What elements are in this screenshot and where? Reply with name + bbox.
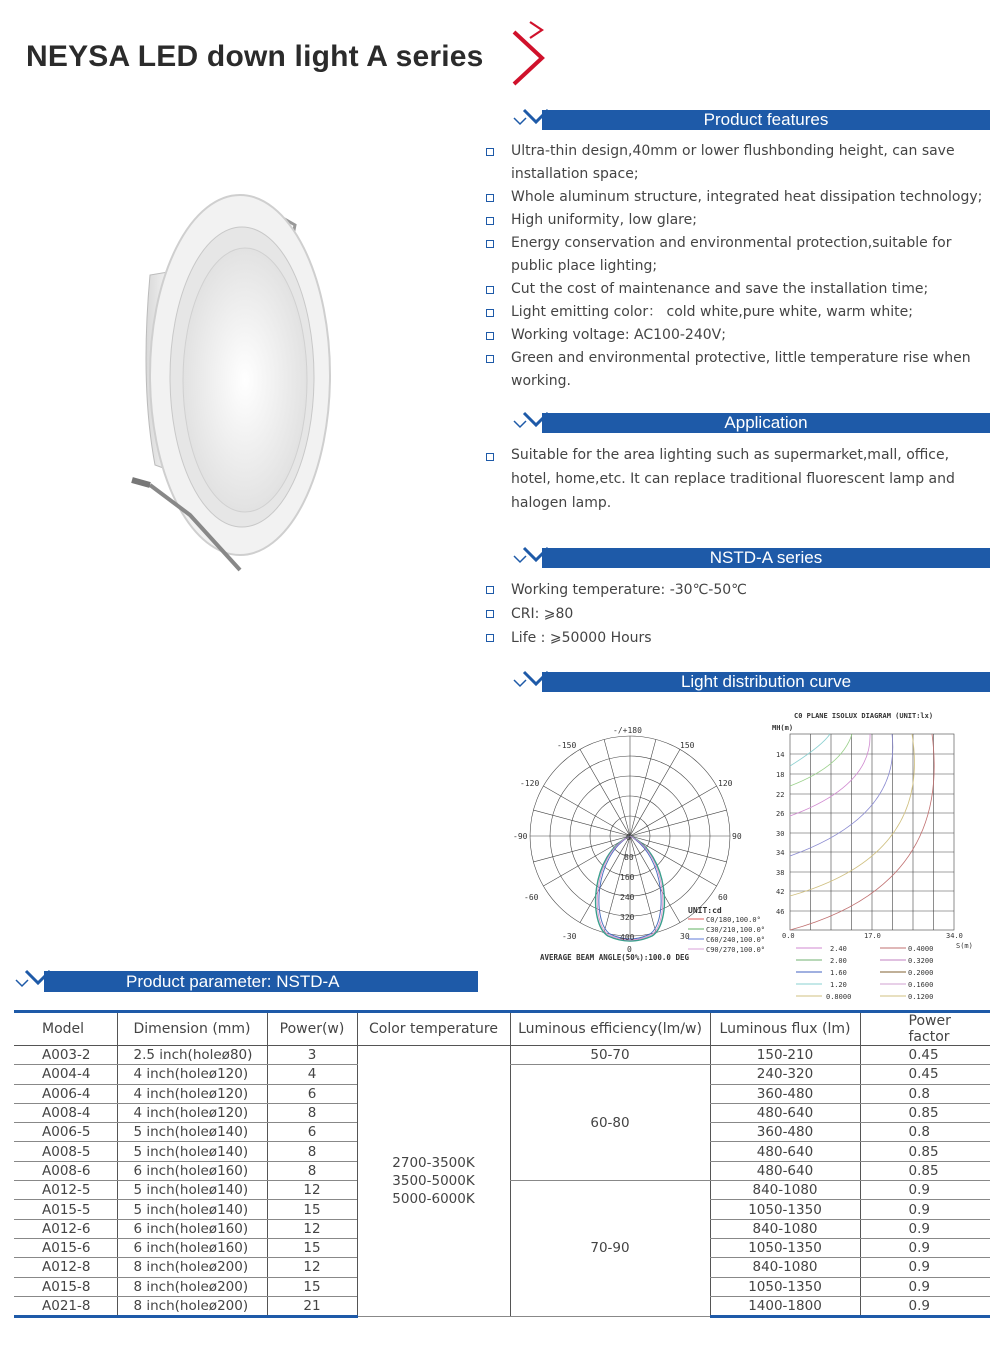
legend-entry: C60/240,100.0°	[706, 936, 766, 944]
list-item: Light emitting color： cold white,pure white, warm white;	[484, 301, 990, 324]
radial-tick: 0	[626, 833, 631, 842]
list-item: High uniformity, low glare;	[484, 209, 990, 232]
radial-tick: 80	[624, 853, 634, 862]
dimension-cell: 5 inch(holeø140)	[117, 1123, 267, 1142]
isolux-diagram	[752, 706, 992, 1006]
power-cell: 15	[267, 1200, 357, 1219]
beam-angle-footer: AVERAGE BEAM ANGLE(50%):100.0 DEG	[540, 953, 690, 962]
efficiency-cell: 60-80	[510, 1065, 710, 1181]
bullet-icon	[486, 332, 494, 340]
legend-entry: C0/180,100.0°	[706, 916, 761, 924]
polar-angle-label: 90	[732, 832, 742, 841]
radial-tick: 240	[620, 893, 635, 902]
legend-entry: 2.00	[830, 957, 847, 965]
features-heading: Product features	[703, 110, 829, 129]
radial-tick: 320	[620, 913, 635, 922]
power-cell: 4	[267, 1065, 357, 1084]
bullet-icon	[486, 217, 494, 225]
dimension-cell: 4 inch(holeø120)	[117, 1084, 267, 1103]
list-item: Whole aluminum structure, integrated heat dissipation technology;	[484, 186, 990, 209]
dimension-cell: 6 inch(holeø160)	[117, 1219, 267, 1238]
polar-angle-label: -/+180	[613, 726, 642, 735]
series-section-header	[512, 546, 990, 568]
y-tick: 26	[776, 810, 785, 818]
column-header: Luminous efficiency(lm/w)	[510, 1012, 710, 1046]
y-tick: 34	[776, 849, 785, 857]
isolux-title: C0 PLANE ISOLUX DIAGRAM (UNIT:lx)	[794, 712, 934, 720]
y-tick: 22	[776, 791, 785, 799]
isolux-y-label: MH(m)	[772, 724, 794, 732]
flux-cell: 1050-1350	[710, 1238, 860, 1257]
power-cell: 6	[267, 1123, 357, 1142]
features-list	[484, 140, 990, 393]
power-factor-cell: 0.9	[860, 1200, 990, 1219]
polar-angle-label: -30	[562, 932, 577, 941]
dimension-cell: 6 inch(holeø160)	[117, 1161, 267, 1180]
bullet-icon	[486, 634, 494, 642]
y-tick: 46	[776, 908, 785, 916]
model-cell: A012-6	[14, 1219, 117, 1238]
power-factor-cell: 0.9	[860, 1277, 990, 1296]
curve-heading: Light distribution curve	[680, 672, 852, 691]
y-tick: 14	[776, 751, 785, 759]
series-heading: NSTD-A series	[709, 548, 823, 567]
x-tick: 0.0	[782, 932, 795, 940]
dimension-cell: 8 inch(holeø200)	[117, 1296, 267, 1316]
power-factor-cell: 0.9	[860, 1219, 990, 1238]
model-cell: A012-5	[14, 1181, 117, 1200]
list-item: Ultra-thin design,40mm or lower flushbonding height, can save installation space;	[484, 140, 990, 186]
radial-tick: 160	[620, 873, 635, 882]
product-image	[110, 185, 430, 595]
bullet-icon	[486, 355, 494, 363]
power-factor-cell: 0.85	[860, 1161, 990, 1180]
x-tick: 17.0	[864, 932, 881, 940]
power-cell: 12	[267, 1258, 357, 1277]
model-cell: A012-8	[14, 1258, 117, 1277]
x-tick: 34.0	[946, 932, 963, 940]
power-cell: 8	[267, 1103, 357, 1122]
model-cell: A015-8	[14, 1277, 117, 1296]
brand-chevron-icon	[508, 18, 558, 88]
power-cell: 6	[267, 1084, 357, 1103]
model-cell: A006-5	[14, 1123, 117, 1142]
flux-cell: 480-640	[710, 1142, 860, 1161]
dimension-cell: 5 inch(holeø140)	[117, 1181, 267, 1200]
flux-cell: 150-210	[710, 1046, 860, 1065]
curve-section-header	[512, 670, 990, 692]
polar-angle-label: -150	[557, 741, 577, 750]
x-axis-label: S(m)	[956, 942, 973, 950]
y-tick: 18	[776, 771, 785, 779]
list-item: Cut the cost of maintenance and save the installation time;	[484, 278, 990, 301]
power-cell: 15	[267, 1238, 357, 1257]
series-list	[484, 578, 990, 650]
spec-table	[14, 1010, 990, 1318]
column-header: Dimension (mm)	[117, 1012, 267, 1046]
flux-cell: 480-640	[710, 1103, 860, 1122]
legend-entry: 2.40	[830, 945, 847, 953]
params-heading: Product parameter: NSTD-A	[126, 972, 340, 991]
bullet-icon	[486, 610, 494, 618]
column-header: Power factor	[860, 1012, 990, 1046]
dimension-cell: 2.5 inch(holeø80)	[117, 1046, 267, 1065]
features-section-header	[512, 108, 990, 130]
flux-cell: 360-480	[710, 1123, 860, 1142]
dimension-cell: 5 inch(holeø140)	[117, 1142, 267, 1161]
power-cell: 21	[267, 1296, 357, 1316]
flux-cell: 240-320	[710, 1065, 860, 1084]
flux-cell: 480-640	[710, 1161, 860, 1180]
dimension-cell: 5 inch(holeø140)	[117, 1200, 267, 1219]
list-item: Green and environmental protective, little temperature rise when working.	[484, 347, 990, 393]
flux-cell: 1050-1350	[710, 1277, 860, 1296]
column-header: Model	[14, 1012, 117, 1046]
legend-entry: C30/210,100.0°	[706, 926, 766, 934]
legend-entry: 1.60	[830, 969, 847, 977]
list-item: CRI: ⩾80	[484, 602, 990, 626]
polar-angle-label: 120	[718, 779, 733, 788]
power-factor-cell: 0.85	[860, 1142, 990, 1161]
efficiency-cell: 50-70	[510, 1046, 710, 1065]
y-tick: 30	[776, 830, 785, 838]
dimension-cell: 4 inch(holeø120)	[117, 1065, 267, 1084]
dimension-cell: 8 inch(holeø200)	[117, 1277, 267, 1296]
flux-cell: 1050-1350	[710, 1200, 860, 1219]
power-cell: 15	[267, 1277, 357, 1296]
flux-cell: 840-1080	[710, 1181, 860, 1200]
model-cell: A021-8	[14, 1296, 117, 1316]
power-factor-cell: 0.9	[860, 1181, 990, 1200]
dimension-cell: 6 inch(holeø160)	[117, 1238, 267, 1257]
bullet-icon	[486, 586, 494, 594]
table-header-row	[14, 1012, 990, 1046]
power-cell: 8	[267, 1142, 357, 1161]
flux-cell: 840-1080	[710, 1258, 860, 1277]
list-item: Working temperature: -30℃-50℃	[484, 578, 990, 602]
page-title: NEYSA LED down light A series	[26, 40, 484, 73]
model-cell: A008-4	[14, 1103, 117, 1122]
application-list	[484, 443, 990, 515]
model-cell: A008-5	[14, 1142, 117, 1161]
bullet-icon	[486, 240, 494, 248]
model-cell: A004-4	[14, 1065, 117, 1084]
list-item: Working voltage: AC100-240V;	[484, 324, 990, 347]
dimension-cell: 8 inch(holeø200)	[117, 1258, 267, 1277]
application-section-header	[512, 411, 990, 433]
polar-angle-label: 60	[718, 893, 728, 902]
model-cell: A003-2	[14, 1046, 117, 1065]
legend-entry: 1.20	[830, 981, 847, 989]
table-row	[14, 1046, 990, 1065]
polar-angle-label: -120	[520, 779, 540, 788]
legend-entry: 0.1600	[908, 981, 934, 989]
y-tick: 42	[776, 888, 785, 896]
power-factor-cell: 0.8	[860, 1123, 990, 1142]
power-factor-cell: 0.9	[860, 1258, 990, 1277]
list-item: Energy conservation and environmental protection,suitable for public place lighting;	[484, 232, 990, 278]
column-header: Power(w)	[267, 1012, 357, 1046]
power-cell: 12	[267, 1219, 357, 1238]
power-factor-cell: 0.85	[860, 1103, 990, 1122]
model-cell: A015-6	[14, 1238, 117, 1257]
list-item: Life : ⩾50000 Hours	[484, 626, 990, 650]
polar-angle-label: 30	[680, 932, 690, 941]
application-heading: Application	[724, 413, 808, 432]
power-cell: 8	[267, 1161, 357, 1180]
polar-angle-label: 150	[680, 741, 695, 750]
y-tick: 38	[776, 869, 785, 877]
params-section-header	[14, 968, 478, 992]
power-factor-cell: 0.45	[860, 1065, 990, 1084]
column-header: Luminous flux (lm)	[710, 1012, 860, 1046]
list-item: Suitable for the area lighting such as supermarket,mall, office, hotel, home,etc. It can replace traditional fluorescent lamp and halogen lamp.	[484, 443, 990, 515]
bullet-icon	[486, 194, 494, 202]
power-cell: 3	[267, 1046, 357, 1065]
bullet-icon	[486, 286, 494, 294]
legend-entry: 0.8000	[826, 993, 852, 1001]
power-factor-cell: 0.9	[860, 1296, 990, 1316]
power-factor-cell: 0.8	[860, 1084, 990, 1103]
column-header: Color temperature	[357, 1012, 510, 1046]
legend-entry: 0.4000	[908, 945, 934, 953]
unit-label: UNIT:cd	[688, 906, 722, 915]
model-cell: A008-6	[14, 1161, 117, 1180]
bullet-icon	[486, 453, 494, 461]
bullet-icon	[486, 148, 494, 156]
legend-entry: 0.2000	[908, 969, 934, 977]
color-temperature-cell: 2700-3500K 3500-5000K 5000-6000K	[357, 1046, 510, 1317]
radial-tick: 400	[620, 933, 635, 942]
flux-cell: 360-480	[710, 1084, 860, 1103]
model-cell: A006-4	[14, 1084, 117, 1103]
power-cell: 12	[267, 1181, 357, 1200]
legend-entry: 0.3200	[908, 957, 934, 965]
model-cell: A015-5	[14, 1200, 117, 1219]
power-factor-cell: 0.45	[860, 1046, 990, 1065]
power-factor-cell: 0.9	[860, 1238, 990, 1257]
bullet-icon	[486, 309, 494, 317]
flux-cell: 1400-1800	[710, 1296, 860, 1316]
polar-angle-label: -60	[524, 893, 539, 902]
dimension-cell: 4 inch(holeø120)	[117, 1103, 267, 1122]
polar-angle-label: 0	[627, 945, 632, 954]
polar-angle-label: -90	[513, 832, 528, 841]
polar-distribution-diagram	[510, 714, 766, 974]
legend-entry: 0.1200	[908, 993, 934, 1001]
flux-cell: 840-1080	[710, 1219, 860, 1238]
legend-entry: C90/270,100.0°	[706, 946, 766, 954]
efficiency-cell: 70-90	[510, 1181, 710, 1317]
